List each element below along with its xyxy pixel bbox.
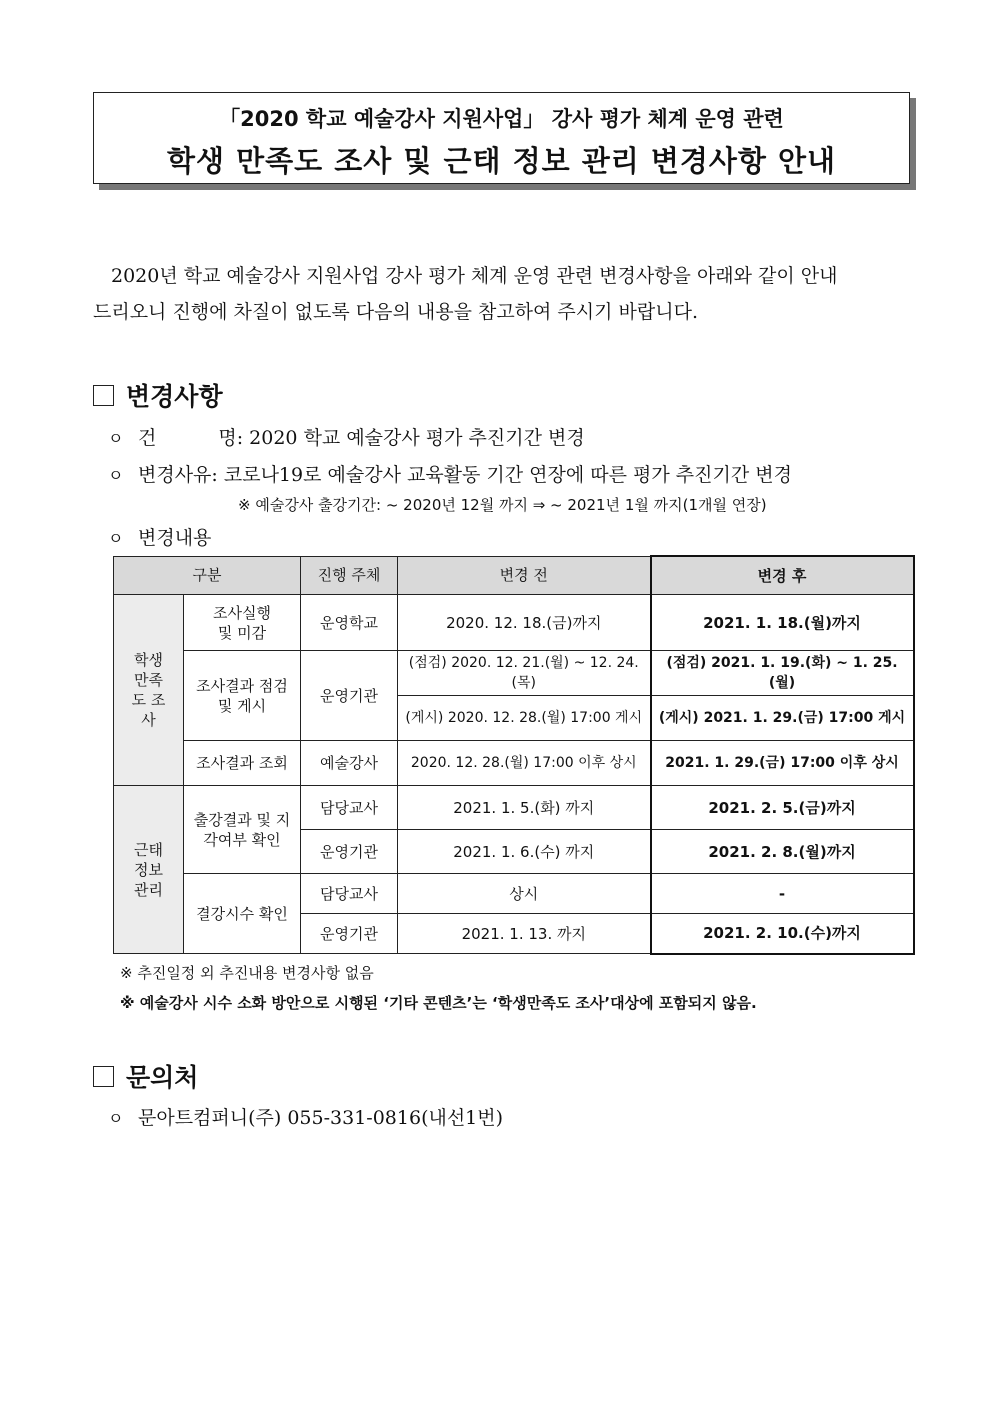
actor-cell: 운영기관 [301,651,398,741]
before-cell: 2020. 12. 18.(금)까지 [398,595,651,651]
after-cell: (게시) 2021. 1. 29.(금) 17:00 게시 [651,696,914,741]
actor-cell: 담당교사 [301,874,398,914]
table-row [114,651,914,696]
after-cell: 2021. 1. 29.(금) 17:00 이후 상시 [651,741,914,786]
name-label-1: 건 [138,427,157,449]
document-title-box [93,92,910,184]
square-bullet-icon [93,385,114,406]
section-heading-contact-text: 문의처 [126,1063,199,1092]
changes-table [113,555,915,955]
contact-value: 문아트컴퍼니(주) 055-331-0816(내선1번) [138,1107,504,1129]
bullet-item-content [108,523,211,550]
after-cell: (점검) 2021. 1. 19.(화) ~ 1. 25.(월) [651,651,914,696]
group-student-survey [114,595,184,786]
actor-cell: 운영기관 [301,830,398,874]
after-cell: 2021. 2. 8.(월)까지 [651,830,914,874]
sub-category: 결강시수 확인 [184,874,301,954]
section-heading-contact [93,1058,198,1094]
table-row [114,786,914,830]
after-cell: 2021. 2. 10.(수)까지 [651,914,914,954]
sub-category [184,786,301,874]
circle-bullet-icon: ㅇ [108,466,124,485]
group-attendance-text: 근태 정보 관리 [134,840,163,899]
before-cell: 2021. 1. 13. 까지 [398,914,651,954]
sub-category-text: 조사결과 점검 및 게시 [196,676,288,715]
bullet-item-contact [108,1103,503,1130]
before-cell: (점검) 2020. 12. 21.(월) ~ 12. 24.(목) [398,651,651,696]
content-label: 변경내용 [138,527,212,549]
square-bullet-icon [93,1066,114,1087]
sub-category [184,595,301,651]
title-subtitle: 「2020 학교 예술강사 지원사업」 강사 평가 체계 운영 관련 [219,107,784,131]
sub-category-text: 출강결과 및 지각여부 확인 [193,810,291,849]
circle-bullet-icon: ㅇ [108,529,124,548]
sub-category [184,651,301,741]
before-cell: (게시) 2020. 12. 28.(월) 17:00 게시 [398,696,651,741]
reason-value: 코로나19로 예술강사 교육활동 기간 연장에 따른 평가 추진기간 변경 [223,464,792,486]
name-label-2: 명: [218,427,244,449]
table-row [114,595,914,651]
reason-label: 변경사유: [138,464,218,486]
actor-cell: 담당교사 [301,786,398,830]
title-main: 학생 만족도 조사 및 근태 정보 관리 변경사항 안내 [166,144,837,178]
before-cell: 2021. 1. 5.(화) 까지 [398,786,651,830]
table-row [114,874,914,914]
bullet-item-name [108,423,585,450]
before-cell: 2020. 12. 28.(월) 17:00 이후 상시 [398,741,651,786]
reason-note: ※ 예술강사 출강기간: ~ 2020년 12월 까지 ⇒ ~ 2021년 1월 까지(1개월 연장) [238,496,767,514]
circle-bullet-icon: ㅇ [108,1109,124,1128]
group-student-survey-text: 학생 만족도 조사 [131,651,166,729]
table-header-row [114,556,914,595]
actor-cell: 운영기관 [301,914,398,954]
bullet-item-reason [108,460,792,487]
group-attendance [114,786,184,954]
after-cell: 2021. 2. 5.(금)까지 [651,786,914,830]
after-cell: - [651,874,914,914]
header-after: 변경 후 [651,556,914,595]
actor-cell: 예술강사 [301,741,398,786]
after-cell: 2021. 1. 18.(월)까지 [651,595,914,651]
name-value: 2020 학교 예술강사 평가 추진기간 변경 [249,427,585,449]
header-before: 변경 전 [398,556,651,595]
actor-cell: 운영학교 [301,595,398,651]
sub-category: 조사결과 조회 [184,741,301,786]
before-cell: 상시 [398,874,651,914]
circle-bullet-icon: ㅇ [108,429,124,448]
before-cell: 2021. 1. 6.(수) 까지 [398,830,651,874]
table-row [114,741,914,786]
intro-line-2: 드리오니 진행에 차질이 없도록 다음의 내용을 참고하여 주시기 바랍니다. [93,301,698,323]
sub-category-text: 조사실행 및 미감 [213,603,271,642]
section-heading-changes [93,377,223,413]
intro-line-1: 2020년 학교 예술강사 지원사업 강사 평가 체계 운영 관련 변경사항을 아래와 같이 안내 [111,265,838,287]
header-category: 구분 [114,556,301,595]
footnote-other-content: ※ 예술강사 시수 소화 방안으로 시행된 ‘기타 콘텐츠’는 ‘학생만족도 조사’대상에 포함되지 않음. [120,994,757,1012]
intro-paragraph [93,258,915,330]
section-heading-changes-text: 변경사항 [126,382,223,411]
header-actor: 진행 주체 [301,556,398,595]
footnote-no-other-changes: ※ 추진일정 외 추진내용 변경사항 없음 [120,964,374,982]
